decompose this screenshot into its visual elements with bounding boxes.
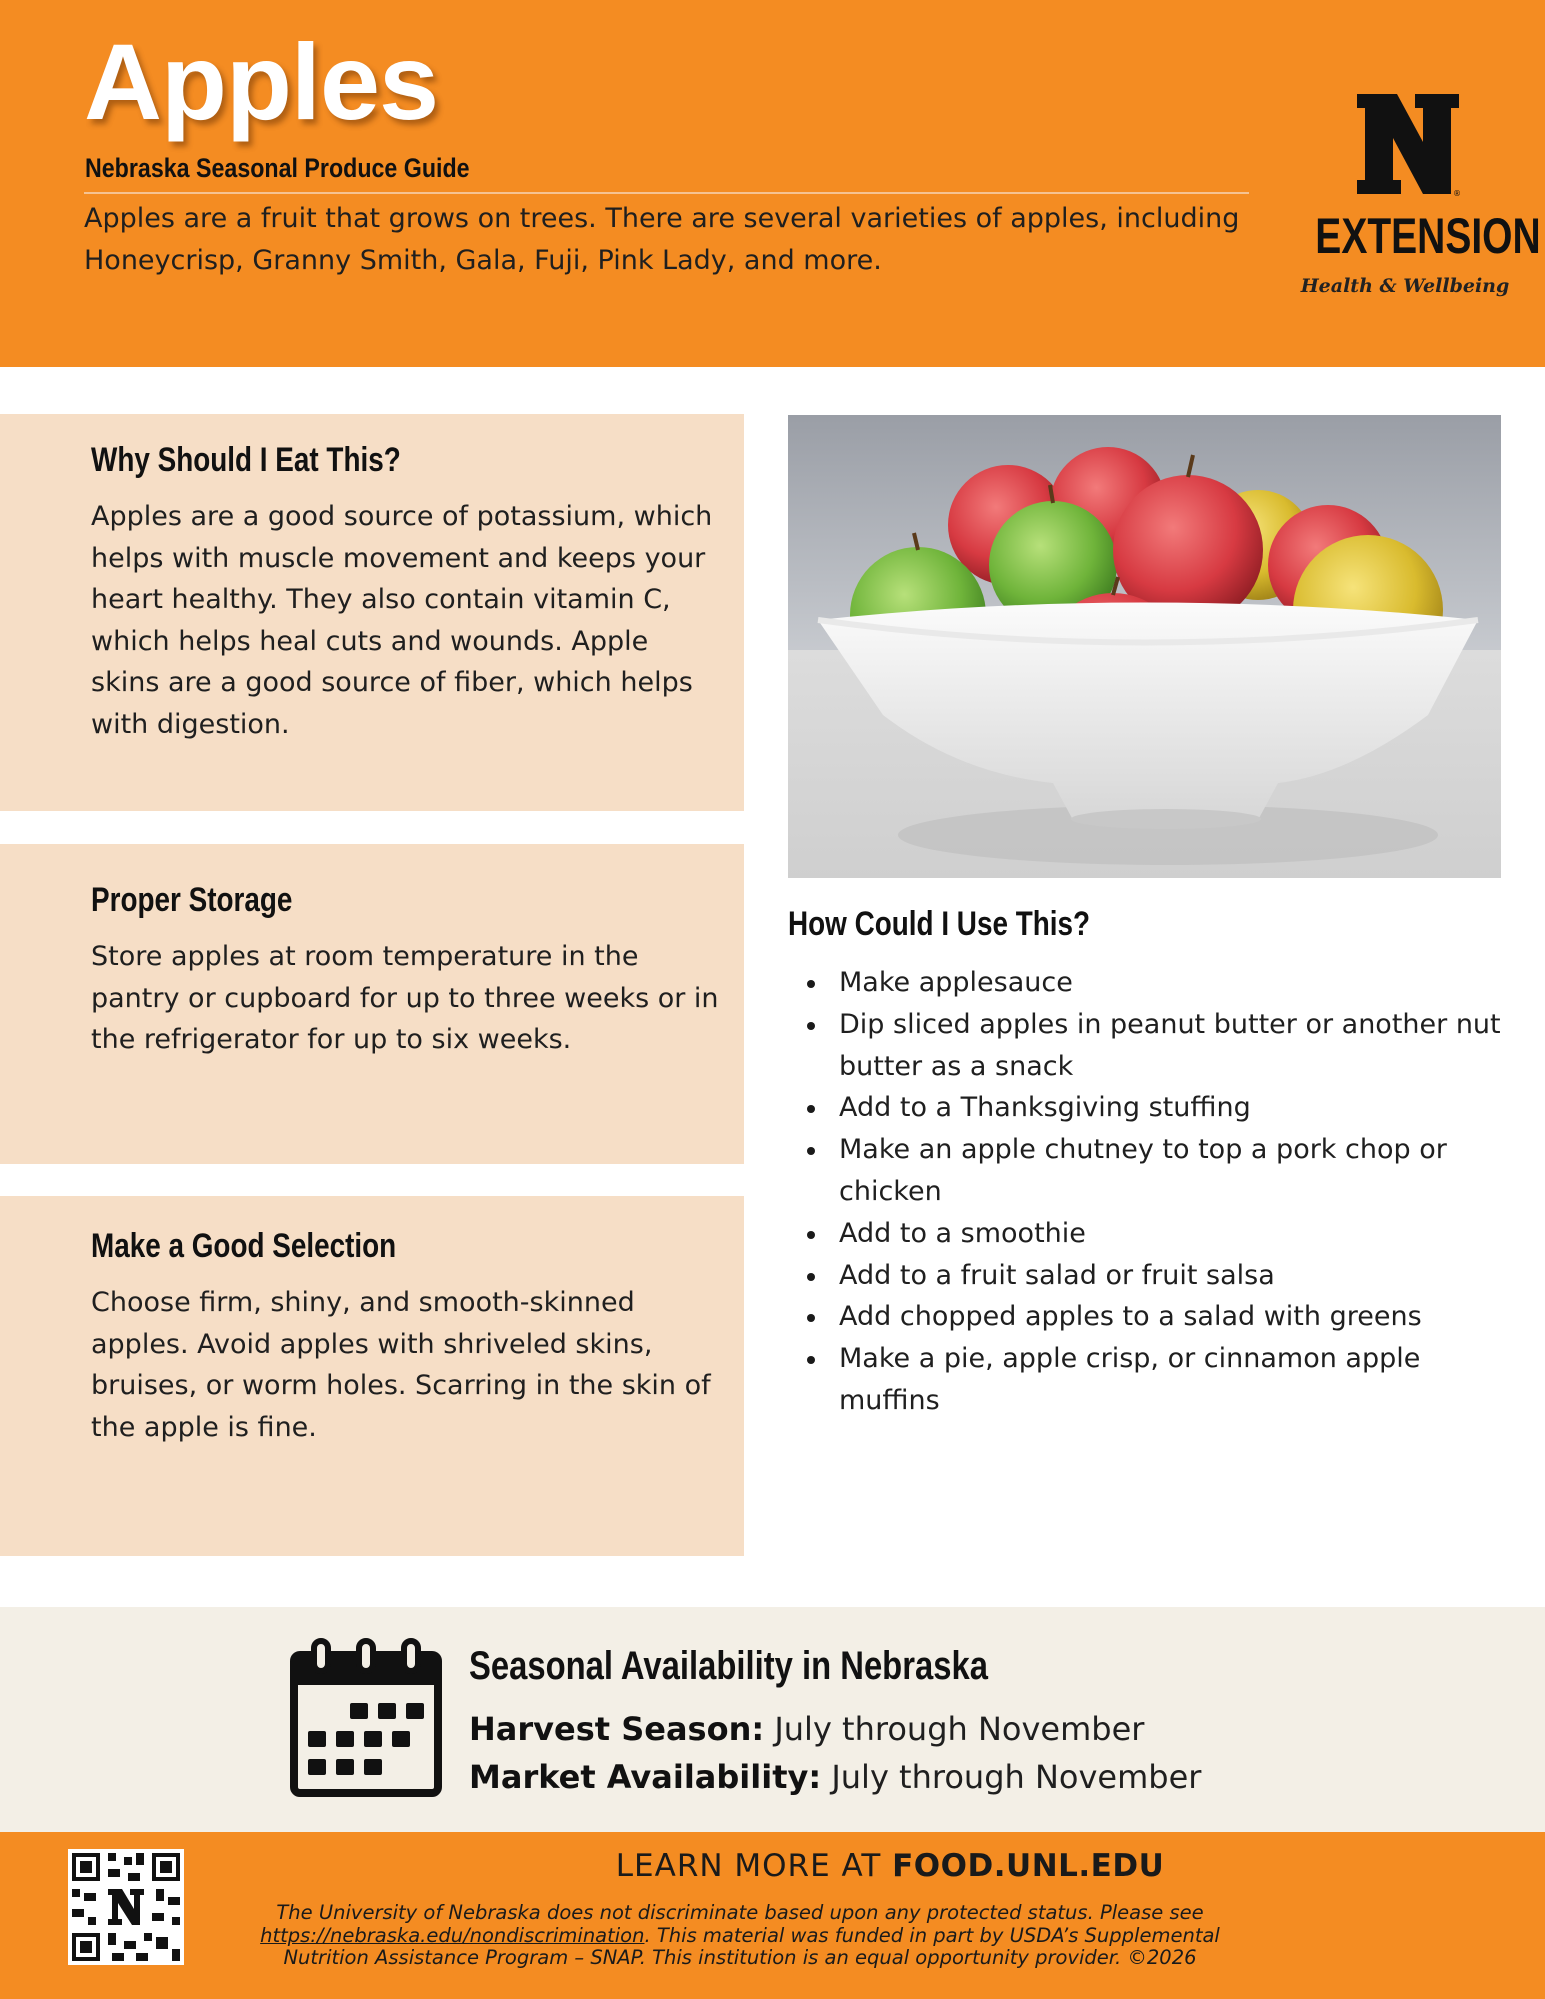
harvest-season-label: Harvest Season: [469, 1710, 765, 1748]
disclaimer-text [240, 1902, 1240, 1970]
nebraska-n-icon [1353, 90, 1463, 198]
learn-more-link[interactable]: FOOD.UNL.EDU [892, 1848, 1165, 1884]
apple-bowl-photo [788, 415, 1501, 878]
market-availability-label: Market Availability: [469, 1758, 822, 1796]
why-eat-box [0, 414, 744, 811]
selection-body: Choose firm, shiny, and smooth-skinned apples. Avoid apples with shriveled skins, bruises, or worm holes. Scarring in the skin of the apple is fine. [91, 1287, 711, 1443]
selection-heading: Make a Good Selection [91, 1227, 397, 1265]
seasonal-availability-band [0, 1607, 1545, 1832]
calendar-icon [290, 1637, 442, 1797]
disclaimer-part-1: The University of Nebraska does not discriminate based upon any protected status. Please see [276, 1901, 1204, 1924]
storage-body: Store apples at room temperature in the pantry or cupboard for up to three weeks or in the refrigerator for up to six weeks. [91, 941, 719, 1055]
list-item: Add to a smoothie [788, 1213, 1528, 1255]
list-item: Add chopped apples to a salad with greens [788, 1296, 1528, 1338]
extension-logo [1290, 90, 1541, 310]
page-title: Apples [84, 21, 439, 142]
harvest-season-value: July through November [774, 1710, 1145, 1748]
market-availability-value: July through November [831, 1758, 1202, 1796]
list-item: Add to a fruit salad or fruit salsa [788, 1255, 1528, 1297]
harvest-season-line [469, 1709, 1144, 1749]
nondiscrimination-link[interactable]: https://nebraska.edu/nondiscrimination [260, 1923, 645, 1947]
learn-more-text [390, 1844, 1390, 1888]
market-availability-line [469, 1757, 1201, 1797]
why-eat-body: Apples are a good source of potassium, which helps with muscle movement and keeps your heart healthy. They also contain vitamin C, which helps heal cuts and wounds. Apple skins are a good source of fiber, which helps with digestion. [91, 501, 713, 740]
page-subtitle: Nebraska Seasonal Produce Guide [85, 153, 470, 183]
uses-list [788, 962, 1528, 1422]
list-item: Make an apple chutney to top a pork chop or chicken [788, 1129, 1528, 1213]
apple-bowl-illustration [788, 415, 1501, 878]
learn-more-prefix: LEARN MORE AT [615, 1848, 893, 1884]
list-item: Dip sliced apples in peanut butter or another nut butter as a snack [788, 1004, 1528, 1088]
intro-text: Apples are a fruit that grows on trees. There are several varieties of apples, including Honeycrisp, Granny Smith, Gala, Fuji, Pink Lady, and more. [84, 203, 1240, 276]
extension-wordmark: EXTENSION [1315, 208, 1541, 264]
seasonal-heading: Seasonal Availability in Nebraska [469, 1644, 988, 1688]
why-eat-heading: Why Should I Eat This? [91, 441, 401, 479]
logo-tagline: Health & Wellbeing [1300, 275, 1510, 297]
svg-text:®: ® [1453, 189, 1461, 198]
storage-heading: Proper Storage [91, 881, 293, 919]
header-divider [84, 192, 1249, 194]
footer [0, 1832, 1545, 1999]
qr-code-icon[interactable] [68, 1849, 184, 1965]
uses-heading: How Could I Use This? [788, 905, 1091, 943]
selection-box [0, 1196, 744, 1556]
storage-box [0, 844, 744, 1164]
header-banner [0, 0, 1545, 367]
list-item: Make a pie, apple crisp, or cinnamon apple muffins [788, 1338, 1528, 1422]
list-item: Make applesauce [788, 962, 1528, 1004]
disclaimer-part-2: . This material was funded in part by USDA’s Supplemental Nutrition Assistance Program – SNAP. This institution is an equal opportunity provider. ©2026 [283, 1923, 1220, 1969]
list-item: Add to a Thanksgiving stuffing [788, 1087, 1528, 1129]
